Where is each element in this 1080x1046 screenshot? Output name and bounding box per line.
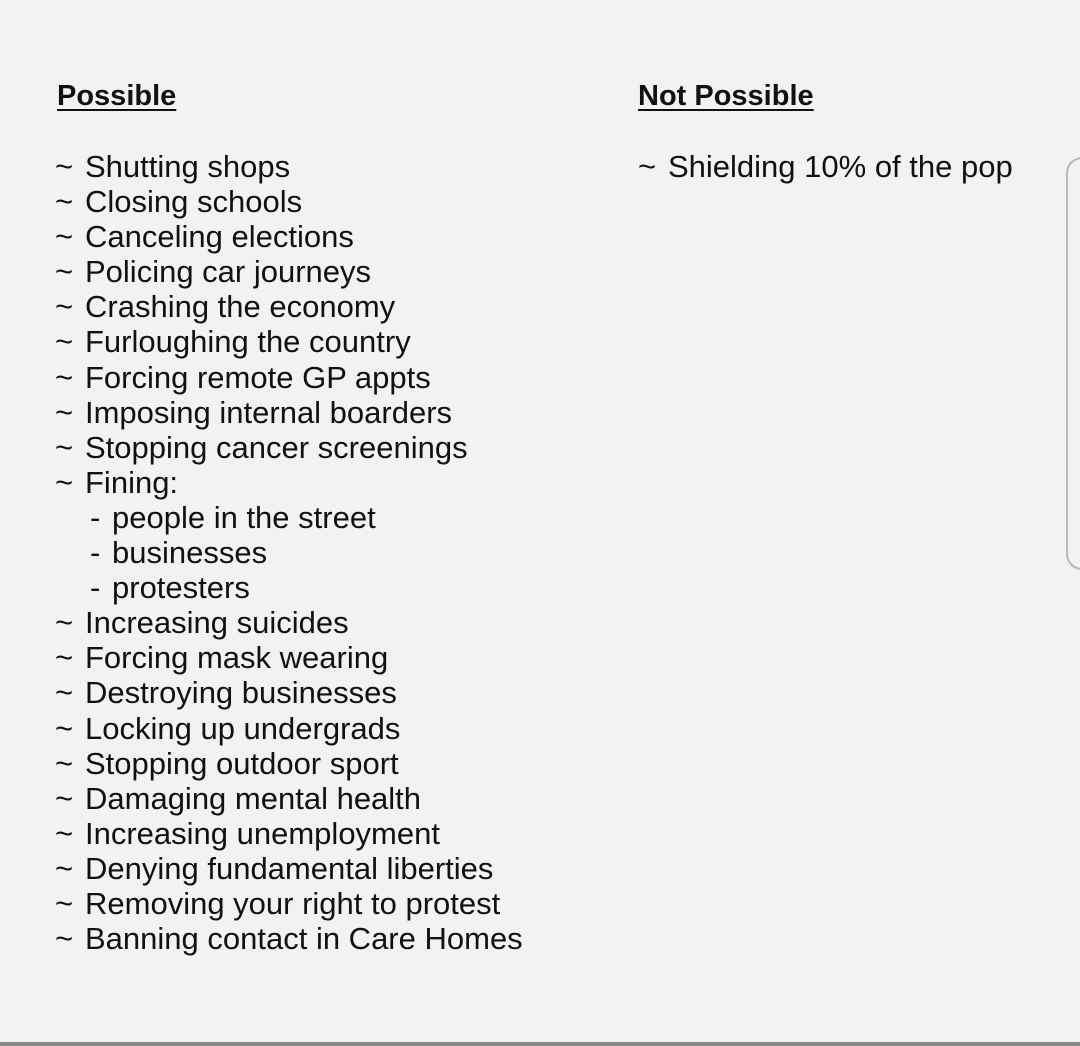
bottom-divider (0, 1042, 1080, 1046)
list-item-text: Canceling elections (85, 219, 354, 255)
tilde-bullet: ~ (55, 184, 74, 220)
list-item-text: Crashing the economy (85, 289, 396, 325)
list-item (55, 711, 615, 746)
list-item (55, 675, 615, 710)
list-item-text: Closing schools (85, 184, 303, 220)
tilde-bullet: ~ (55, 359, 74, 395)
sub-list-item (55, 570, 615, 605)
list-item (55, 816, 615, 851)
sub-list-item (55, 500, 615, 535)
tilde-bullet: ~ (55, 640, 74, 676)
possible-list (55, 149, 615, 956)
sub-list-item (55, 535, 615, 570)
side-panel-handle[interactable] (1066, 157, 1080, 570)
tilde-bullet: ~ (55, 850, 74, 886)
list-item-text: Shutting shops (85, 149, 291, 184)
list-item (55, 430, 615, 465)
list-item-text: Denying fundamental liberties (85, 850, 494, 886)
list-item (55, 184, 615, 219)
list-item (55, 289, 615, 324)
dash-bullet: - (90, 535, 101, 571)
tilde-bullet: ~ (55, 394, 74, 430)
list-item (55, 149, 615, 184)
not-possible-heading: Not Possible (638, 80, 814, 112)
tilde-bullet: ~ (55, 885, 74, 921)
tilde-bullet: ~ (55, 780, 74, 816)
tilde-bullet: ~ (55, 921, 74, 957)
tilde-bullet: ~ (55, 219, 74, 255)
list-item-text: Destroying businesses (85, 675, 397, 711)
tilde-bullet: ~ (55, 149, 74, 184)
list-item-text: Banning contact in Care Homes (85, 921, 523, 957)
list-item-text: protesters (112, 570, 250, 606)
list-item (55, 746, 615, 781)
list-item-text: Forcing mask wearing (85, 640, 389, 676)
list-item (55, 781, 615, 816)
tilde-bullet: ~ (55, 605, 74, 641)
not-possible-list (638, 149, 1058, 184)
tilde-bullet: ~ (55, 745, 74, 781)
list-item-text: Fining: (85, 464, 179, 500)
list-item-text: people in the street (112, 499, 376, 535)
list-item-text: Shielding 10% of the pop (668, 149, 1013, 184)
list-item-text: Stopping cancer screenings (85, 429, 468, 465)
dash-bullet: - (90, 570, 101, 606)
list-item (55, 465, 615, 500)
list-item-text: Removing your right to protest (85, 885, 501, 921)
list-item-text: Increasing suicides (85, 605, 349, 641)
list-item-text: Forcing remote GP appts (85, 359, 431, 395)
tilde-bullet: ~ (55, 815, 74, 851)
list-item (55, 254, 615, 289)
list-item-text: Policing car journeys (85, 254, 372, 290)
list-item-text: Locking up undergrads (85, 710, 401, 746)
tilde-bullet: ~ (55, 254, 74, 290)
list-item-text: Imposing internal boarders (85, 394, 453, 430)
tilde-bullet: ~ (55, 289, 74, 325)
list-item-text: Increasing unemployment (85, 815, 440, 851)
tilde-bullet: ~ (55, 464, 74, 500)
tilde-bullet: ~ (55, 324, 74, 360)
tilde-bullet: ~ (638, 149, 657, 184)
list-item (55, 605, 615, 640)
list-item (55, 219, 615, 254)
dash-bullet: - (90, 499, 101, 535)
list-item-text: Damaging mental health (85, 780, 422, 816)
list-item (638, 149, 1058, 184)
list-item-text: Stopping outdoor sport (85, 745, 399, 781)
list-item (55, 851, 615, 886)
list-item (55, 360, 615, 395)
list-item (55, 324, 615, 359)
list-item (55, 921, 615, 956)
list-item (55, 640, 615, 675)
list-item (55, 395, 615, 430)
tilde-bullet: ~ (55, 429, 74, 465)
tilde-bullet: ~ (55, 675, 74, 711)
possible-heading: Possible (57, 80, 177, 112)
list-item-text: businesses (112, 535, 268, 571)
tilde-bullet: ~ (55, 710, 74, 746)
list-item (55, 886, 615, 921)
list-item-text: Furloughing the country (85, 324, 411, 360)
